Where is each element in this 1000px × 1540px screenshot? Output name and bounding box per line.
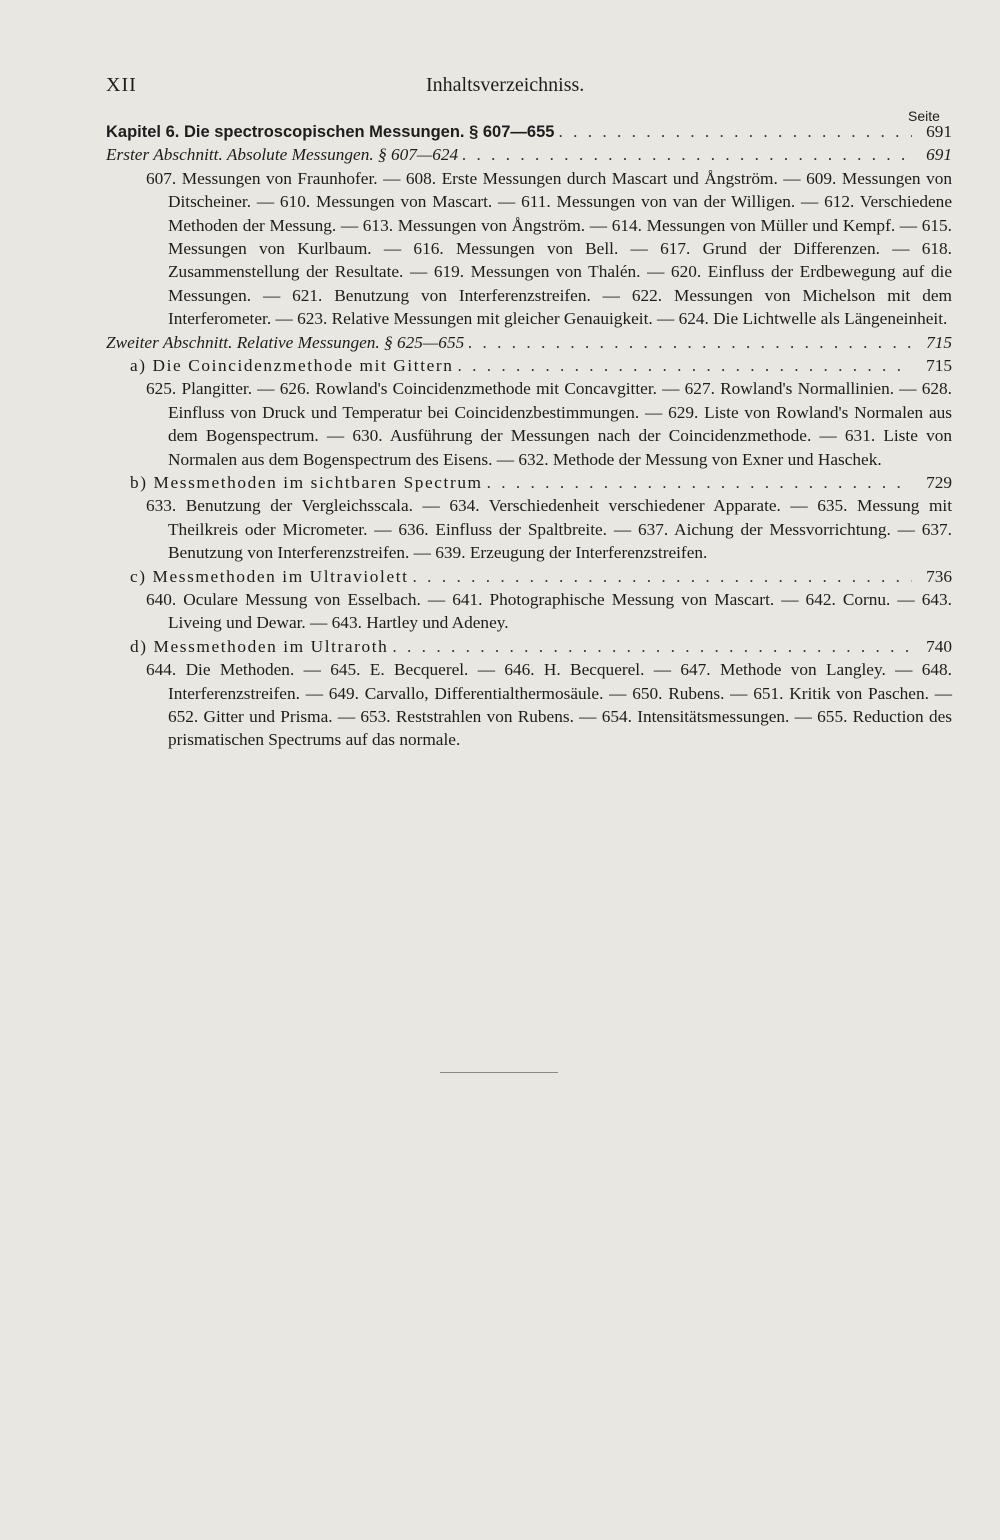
- leader-dots: [464, 331, 912, 354]
- toc-paragraph-list: 633. Benutzung der Vergleichsscala. — 634. Verschiedenheit verschiedener Apparate. — 635. Messung mit Theilkreis oder Micrometer. — 636. Einfluss der Spaltbreite. — 637. Aichung der Messvorrichtung. — 637. Benutzung von Interferenzstreifen. — 639. Erzeugung der Interferenzstreifen.: [146, 496, 952, 563]
- toc-entry-label: Kapitel 6. Die spectroscopischen Messungen. § 607—655: [106, 123, 555, 141]
- leader-dots: [483, 471, 912, 494]
- leader-dots: [388, 635, 912, 658]
- toc-entry-label: a) Die Coincidenzmethode mit Gittern: [130, 356, 454, 376]
- toc-page-number: 715: [926, 356, 952, 376]
- toc-paragraph-list: 607. Messungen von Fraunhofer. — 608. Erste Messungen durch Mascart und Ångström. — 609. Messungen von Ditscheiner. — 610. Messungen von Mascart. — 611. Messungen von van der Willigen. — 612. Verschiedene Methoden der Messung. — 613. Messungen von Ångström. — 614. Messungen von Müller und Kempf. — 615. Messungen von Kurlbaum. — 616. Messungen von Bell. — 617. Grund der Differenzen. — 618. Zusammenstellung der Resultate. — 619. Messungen von Thalén. — 620. Einfluss der Erdbewegung auf die Messungen. — 621. Benutzung von Interferenzstreifen. — 622. Messungen von Michelson mit dem Interferometer. — 623. Relative Messungen mit gleicher Genauigkeit. — 624. Die Lichtwelle als Längeneinheit.: [146, 168, 952, 329]
- toc-subsection-entry[interactable]: [130, 354, 952, 377]
- table-of-contents: [106, 120, 952, 752]
- leader-dots: [453, 354, 912, 377]
- leader-dots: [409, 565, 912, 588]
- toc-subsection-entry[interactable]: [130, 471, 952, 494]
- toc-entry-label: d) Messmethoden im Ultraroth: [130, 636, 389, 656]
- toc-subsection-entry[interactable]: [130, 565, 952, 588]
- toc-section-entry[interactable]: [106, 331, 952, 354]
- toc-page-number: 691: [926, 145, 952, 165]
- closing-rule: [440, 1072, 558, 1073]
- toc-section-entry[interactable]: [106, 143, 952, 166]
- toc-page-number: 736: [926, 566, 952, 586]
- toc-entry-label: Erster Abschnitt. Absolute Messungen. § 607—624: [106, 145, 459, 165]
- toc-paragraph-list: 640. Oculare Messung von Esselbach. — 641. Photographische Messung von Mascart. — 642. Cornu. — 643. Liveing und Dewar. — 643. Hartley und Adeney.: [146, 590, 952, 633]
- toc-page-number: 740: [926, 636, 952, 656]
- toc-subsection-entry[interactable]: [130, 635, 952, 658]
- toc-page-number: 691: [926, 122, 952, 141]
- toc-page-number: 715: [926, 332, 952, 352]
- toc-paragraph-list: 625. Plangitter. — 626. Rowland's Coincidenzmethode mit Concavgitter. — 627. Rowland's Normallinien. — 628. Einfluss von Druck und Temperatur bei Coincidenzbestimmungen. — 629. Liste von Rowland's Normalen aus dem Bogenspectrum. — 630. Ausführung der Messungen nach der Coincidenzmethode. — 631. Liste von Normalen aus dem Bogenspectrum des Eisens. — 632. Methode der Messung von Exner und Haschek.: [146, 379, 952, 469]
- page-column-label: Seite: [908, 108, 940, 124]
- toc-paragraph-list: 644. Die Methoden. — 645. E. Becquerel. — 646. H. Becquerel. — 647. Methode von Langley. — 648. Interferenzstreifen. — 649. Carvallo, Differentialthermosäule. — 650. Rubens. — 651. Kritik von Paschen. — 652. Gitter und Prisma. — 653. Reststrahlen von Rubens. — 654. Intensitätsmessungen. — 655. Reduction des prismatischen Spectrums auf das normale.: [146, 660, 952, 750]
- leader-dots: [458, 143, 912, 166]
- running-title: Inhaltsverzeichniss.: [426, 74, 585, 96]
- leader-dots: [554, 120, 912, 143]
- page-number: XII: [106, 74, 137, 96]
- toc-chapter-entry[interactable]: [106, 120, 952, 143]
- toc-entry-label: c) Messmethoden im Ultraviolett: [130, 566, 409, 586]
- toc-entry-label: b) Messmethoden im sichtbaren Spectrum: [130, 473, 483, 493]
- toc-entry-label: Zweiter Abschnitt. Relative Messungen. § 625—655: [106, 332, 465, 352]
- toc-page-number: 729: [926, 473, 952, 493]
